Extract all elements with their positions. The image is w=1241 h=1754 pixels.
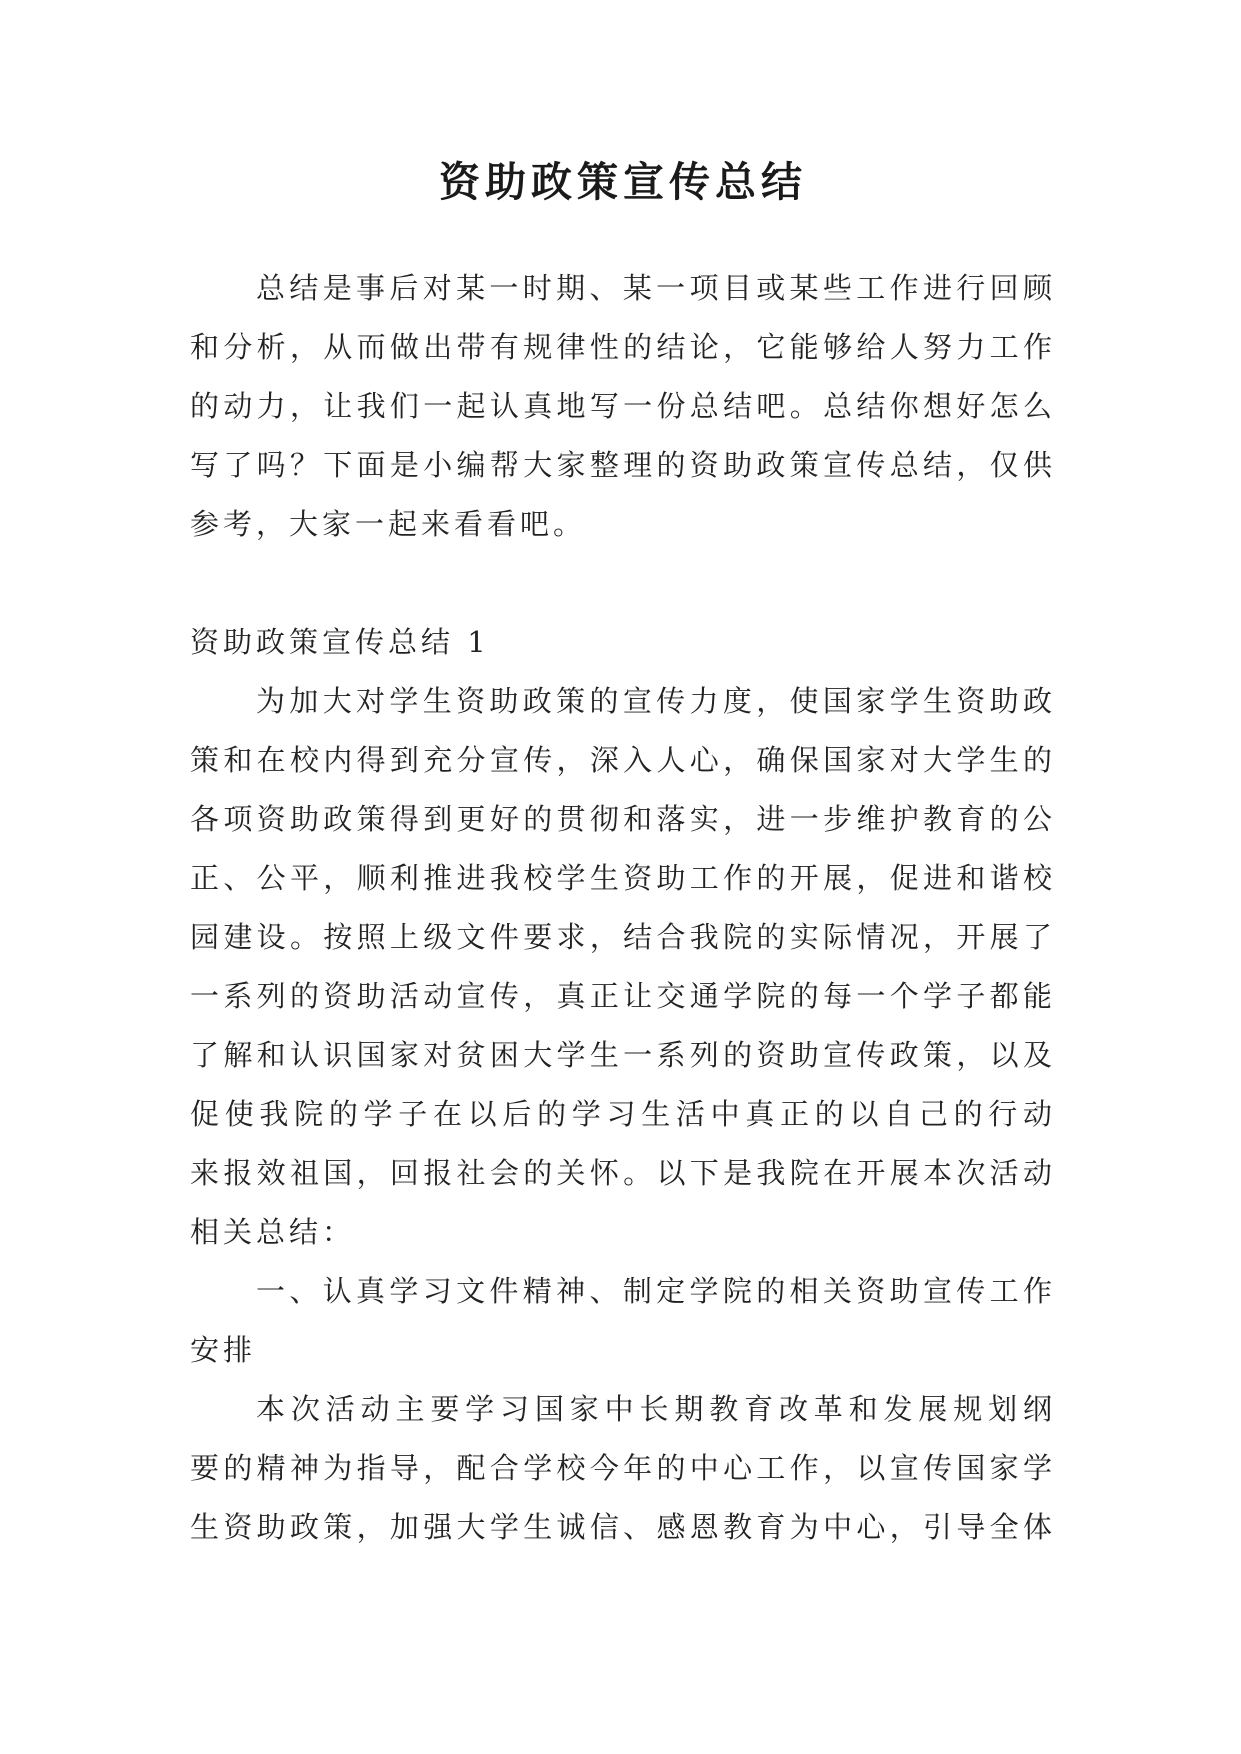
text-line: 各项资助政策得到更好的贯彻和落实，进一步维护教育的公 xyxy=(190,802,1052,836)
text-line: 策和在校内得到充分宣传，深入人心，确保国家对大学生的 xyxy=(190,743,1052,777)
text-line: 促使我院的学子在以后的学习生活中真正的以自己的行动 xyxy=(190,1097,1052,1131)
blank-line xyxy=(190,554,1052,613)
text-line: 要的精神为指导，配合学校今年的中心工作，以宣传国家学 xyxy=(190,1451,1052,1485)
document-body xyxy=(190,259,1052,1557)
section-paragraph xyxy=(190,1262,1052,1380)
text-line: 园建设。按照上级文件要求，结合我院的实际情况，开展了 xyxy=(190,920,1052,954)
section-heading: 资助政策宣传总结 1 xyxy=(190,625,490,659)
text-line: 了解和认识国家对贫困大学生一系列的资助宣传政策，以及 xyxy=(190,1038,1052,1072)
text-line: 相关总结： xyxy=(190,1215,356,1249)
text-line: 和分析，从而做出带有规律性的结论，它能够给人努力工作 xyxy=(190,330,1052,364)
text-line: 正、公平，顺利推进我校学生资助工作的开展，促进和谐校 xyxy=(190,861,1052,895)
text-line: 总结是事后对某一时期、某一项目或某些工作进行回顾 xyxy=(256,271,1052,305)
section-paragraph xyxy=(190,672,1052,1262)
text-line: 参考，大家一起来看看吧。 xyxy=(190,507,587,541)
text-line: 来报效祖国，回报社会的关怀。以下是我院在开展本次活动 xyxy=(190,1156,1052,1190)
section-paragraph xyxy=(190,1380,1052,1557)
text-line: 一系列的资助活动宣传，真正让交通学院的每一个学子都能 xyxy=(190,979,1052,1013)
text-line: 本次活动主要学习国家中长期教育改革和发展规划纲 xyxy=(256,1392,1052,1426)
text-line: 为加大对学生资助政策的宣传力度，使国家学生资助政 xyxy=(256,684,1052,718)
text-line: 的动力，让我们一起认真地写一份总结吧。总结你想好怎么 xyxy=(190,389,1052,423)
text-line: 安排 xyxy=(190,1333,257,1367)
text-line: 生资助政策，加强大学生诚信、感恩教育为中心，引导全体 xyxy=(190,1510,1052,1544)
intro-paragraph xyxy=(190,259,1052,554)
text-line: 写了吗？下面是小编帮大家整理的资助政策宣传总结，仅供 xyxy=(190,448,1052,482)
text-line: 一、认真学习文件精神、制定学院的相关资助宣传工作 xyxy=(256,1274,1052,1308)
document-title: 资助政策宣传总结 xyxy=(439,158,807,206)
